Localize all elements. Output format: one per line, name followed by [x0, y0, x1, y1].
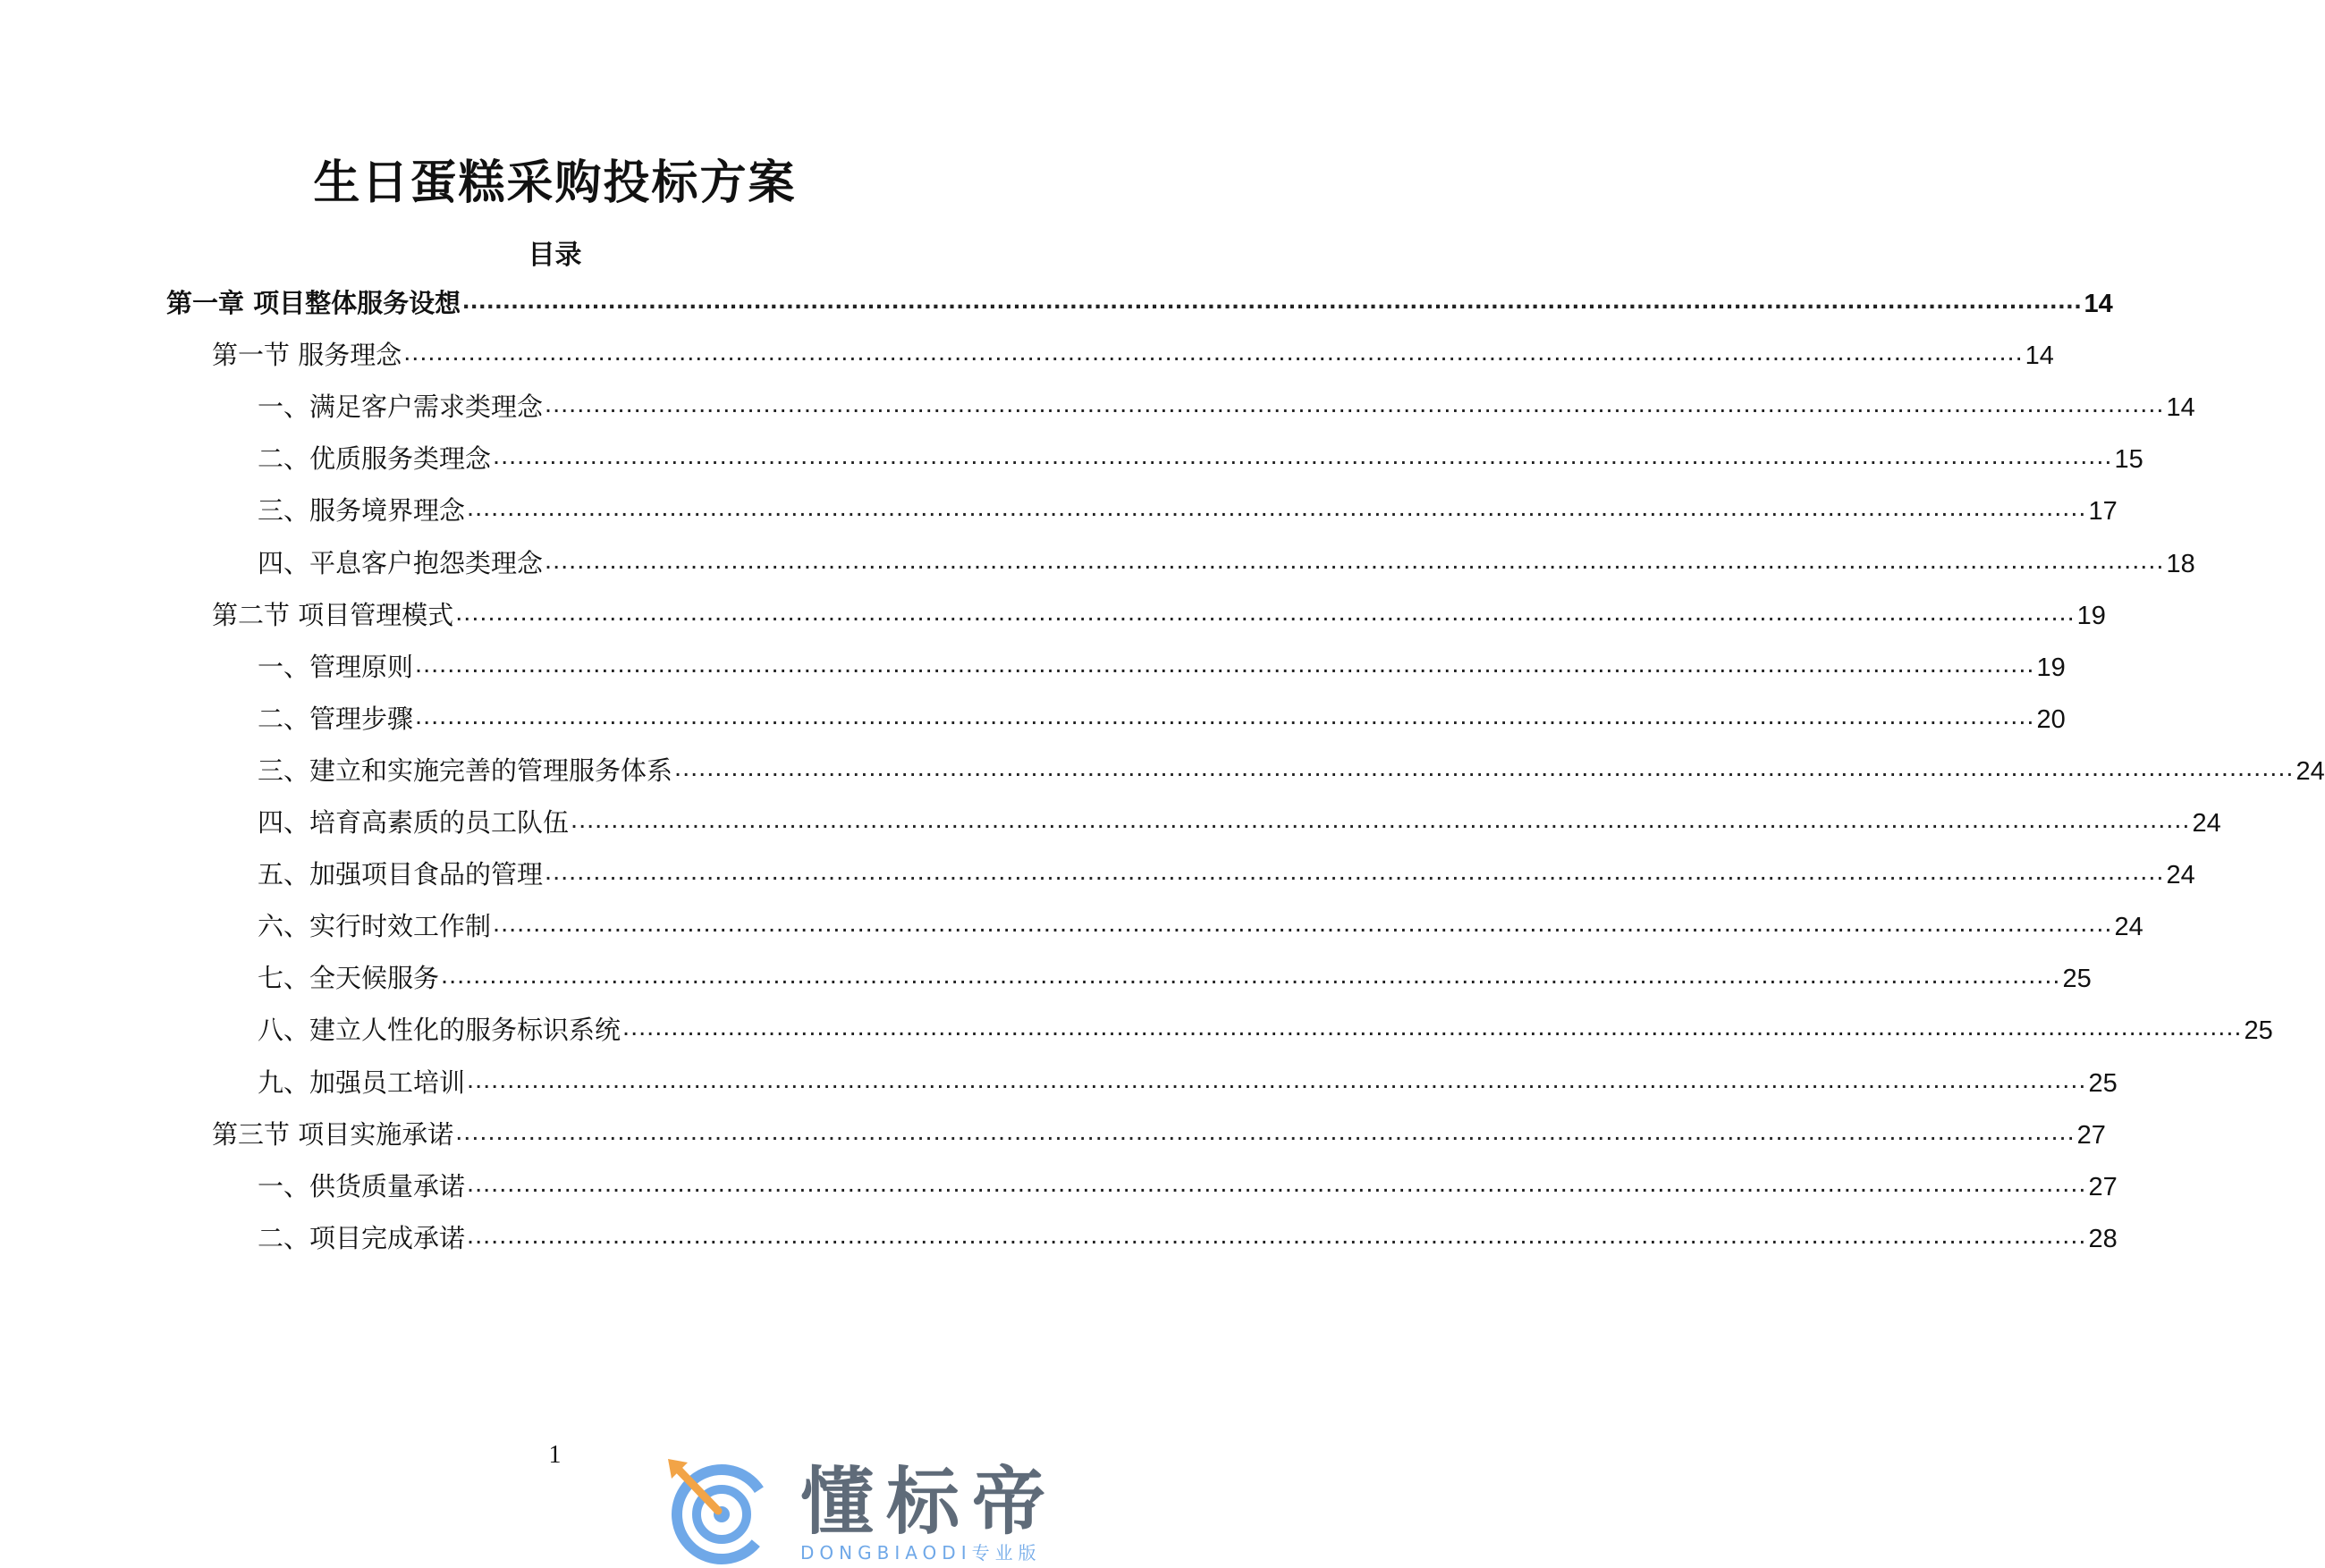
toc-entry[interactable] [258, 1062, 2118, 1103]
toc-leader-dots: ........................................................................................................................................................................................................ [462, 286, 2083, 315]
toc-leader-dots: ........................................................................................................................................................................................................ [403, 338, 2024, 367]
toc-leader-dots: ........................................................................................................................................................................................................ [455, 1117, 2076, 1146]
watermark [666, 1459, 1086, 1564]
toc-entry-title: 一、供货质量承诺 [258, 1171, 466, 1201]
toc-entry[interactable] [212, 594, 2106, 636]
toc-entry-page: 24 [2114, 913, 2143, 941]
toc-entry[interactable] [258, 802, 2221, 843]
toc-leader-dots: ........................................................................................................................................................................................................ [415, 702, 2035, 730]
toc-leader-dots: ........................................................................................................................................................................................................ [467, 1169, 2087, 1198]
toc-entry-page: 15 [2114, 445, 2143, 474]
toc-entry-title: 一、满足客户需求类理念 [258, 392, 544, 422]
toc-entry-title: 一、管理原则 [258, 652, 414, 682]
toc-entry-title: 三、建立和实施完善的管理服务体系 [258, 755, 673, 786]
page-number: 1 [548, 1441, 562, 1469]
toc-leader-dots: ........................................................................................................................................................................................................ [467, 1221, 2087, 1250]
toc-entry-page: 25 [2062, 965, 2092, 993]
toc-heading: 目录 [528, 240, 582, 271]
toc-entry-title: 七、全天候服务 [258, 963, 440, 993]
toc-entry-title: 八、建立人性化的服务标识系统 [258, 1015, 621, 1045]
target-arrow-icon [666, 1459, 772, 1564]
toc-entry-page: 19 [2036, 653, 2066, 682]
toc-leader-dots: ........................................................................................................................................................................................................ [493, 909, 2113, 938]
toc-leader-dots: ........................................................................................................................................................................................................ [455, 598, 2076, 627]
toc-leader-dots: ........................................................................................................................................................................................................ [545, 857, 2165, 886]
toc-entry-page: 14 [2025, 341, 2054, 370]
toc-leader-dots: ........................................................................................................................................................................................................ [545, 546, 2165, 575]
watermark-brand: 懂标帝 [800, 1460, 1059, 1545]
watermark-subtitle: DONGBIAODI专业版 [800, 1542, 1042, 1564]
toc-entry-title: 第一章 项目整体服务设想 [166, 288, 461, 318]
toc-entry[interactable] [258, 543, 2195, 584]
toc-entry[interactable] [258, 957, 2092, 999]
toc-leader-dots: ........................................................................................................................................................................................................ [493, 442, 2113, 470]
toc-entry[interactable] [258, 1166, 2118, 1207]
toc-entry-title: 五、加强项目食品的管理 [258, 859, 544, 889]
toc-entry[interactable] [258, 1009, 2273, 1050]
toc-leader-dots: ........................................................................................................................................................................................................ [545, 390, 2165, 418]
toc-entry-page: 28 [2088, 1225, 2118, 1253]
toc-entry-title: 第三节 项目实施承诺 [212, 1119, 454, 1150]
toc-entry[interactable] [258, 438, 2143, 479]
toc-leader-dots: ........................................................................................................................................................................................................ [622, 1013, 2243, 1041]
toc-leader-dots: ........................................................................................................................................................................................................ [674, 754, 2295, 782]
toc-entry[interactable] [166, 282, 2113, 324]
toc-entry-page: 25 [2244, 1016, 2273, 1045]
toc-entry-page: 20 [2036, 705, 2066, 734]
toc-entry-title: 三、服务境界理念 [258, 495, 466, 526]
toc-entry[interactable] [258, 750, 2325, 791]
toc-entry-page: 19 [2076, 602, 2106, 630]
toc-entry[interactable] [258, 646, 2066, 687]
toc-entry-title: 四、平息客户抱怨类理念 [258, 548, 544, 578]
toc-entry[interactable] [258, 906, 2143, 947]
toc-entry-title: 二、管理步骤 [258, 704, 414, 734]
toc-entry[interactable] [258, 854, 2195, 895]
toc-entry-page: 24 [2192, 809, 2221, 838]
toc-entry-page: 14 [2084, 290, 2113, 318]
toc-entry-page: 18 [2166, 550, 2195, 578]
toc-leader-dots: ........................................................................................................................................................................................................ [467, 1066, 2087, 1094]
toc-entry-title: 二、优质服务类理念 [258, 443, 492, 474]
document-title: 生日蛋糕采购投标方案 [313, 156, 797, 210]
toc-entry-title: 四、培育高素质的员工队伍 [258, 807, 570, 838]
toc-entry[interactable] [258, 490, 2118, 531]
toc-entry-page: 17 [2088, 497, 2118, 526]
toc-entry-title: 六、实行时效工作制 [258, 911, 492, 941]
toc-leader-dots: ........................................................................................................................................................................................................ [467, 493, 2087, 522]
toc-entry-page: 14 [2166, 393, 2195, 422]
toc-entry[interactable] [212, 334, 2054, 375]
toc-entry-title: 九、加强员工培训 [258, 1067, 466, 1098]
toc-entry-title: 第二节 项目管理模式 [212, 600, 454, 630]
toc-entry[interactable] [258, 386, 2195, 427]
toc-leader-dots: ........................................................................................................................................................................................................ [441, 961, 2061, 990]
toc-entry-page: 24 [2295, 757, 2325, 786]
toc-entry[interactable] [212, 1114, 2106, 1155]
toc-entry-page: 25 [2088, 1069, 2118, 1098]
toc-entry-page: 24 [2166, 861, 2195, 889]
toc-entry-page: 27 [2088, 1173, 2118, 1201]
toc-entry[interactable] [258, 698, 2066, 739]
toc-leader-dots: ........................................................................................................................................................................................................ [415, 650, 2035, 679]
toc-entry-title: 第一节 服务理念 [212, 340, 402, 370]
toc-leader-dots: ........................................................................................................................................................................................................ [571, 805, 2191, 834]
toc-entry-title: 二、项目完成承诺 [258, 1223, 466, 1253]
toc-entry-page: 27 [2076, 1121, 2106, 1150]
toc-entry[interactable] [258, 1218, 2118, 1259]
